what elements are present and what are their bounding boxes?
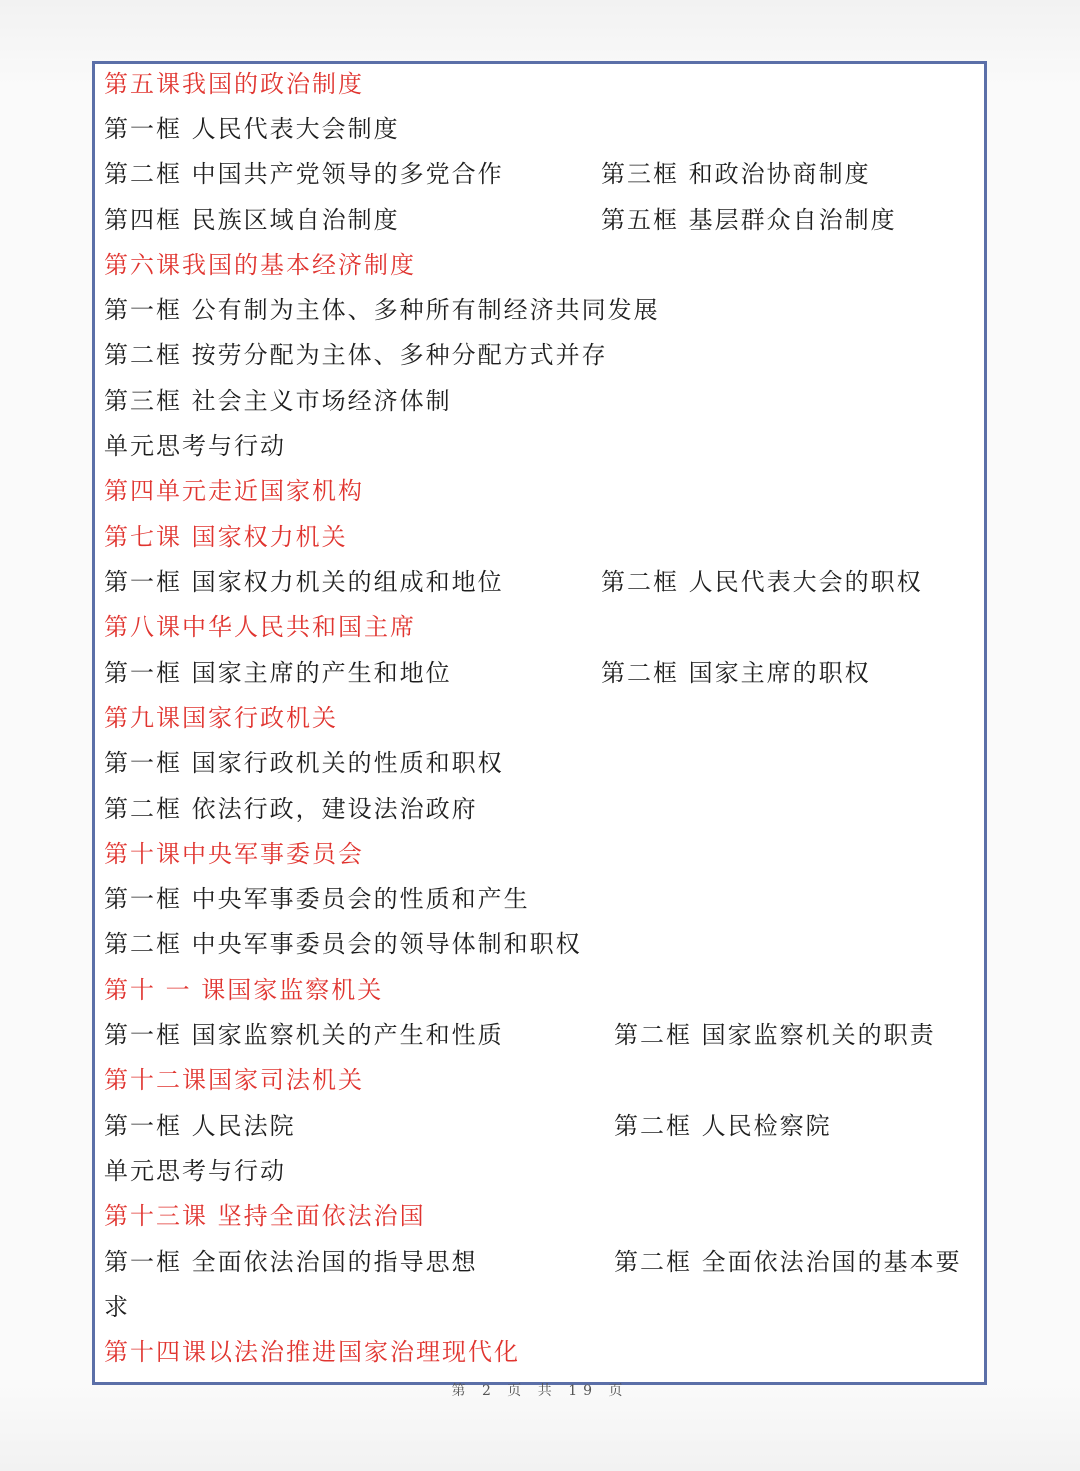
lesson-heading: 第十四课以法治推进国家治理现代化 xyxy=(104,1338,520,1366)
section-item: 第三框 和政治协商制度 xyxy=(601,160,871,188)
lesson-heading: 第十二课国家司法机关 xyxy=(104,1066,364,1094)
section-item: 第一框 公有制为主体、多种所有制经济共同发展 xyxy=(104,296,660,324)
section-item: 第一框 国家主席的产生和地位 xyxy=(104,659,452,687)
section-item: 第一框 中央军事委员会的性质和产生 xyxy=(104,885,530,913)
lesson-heading: 第六课我国的基本经济制度 xyxy=(104,251,416,279)
section-item: 第一框 国家行政机关的性质和职权 xyxy=(104,749,504,777)
lesson-heading: 第八课中华人民共和国主席 xyxy=(104,613,416,641)
section-item: 第二框 全面依法治国的基本要 xyxy=(614,1248,962,1276)
section-item: 第一框 人民代表大会制度 xyxy=(104,115,400,143)
section-item: 第二框 国家监察机关的职责 xyxy=(614,1021,936,1049)
page-number: 第 2 页 共 19 页 xyxy=(451,1383,629,1399)
section-item: 第五框 基层群众自治制度 xyxy=(601,206,897,234)
section-item: 第二框 人民检察院 xyxy=(614,1112,832,1140)
section-item: 第二框 中国共产党领导的多党合作 xyxy=(104,160,504,188)
section-item: 第一框 全面依法治国的指导思想 xyxy=(104,1248,478,1276)
lesson-heading: 第七课 国家权力机关 xyxy=(104,523,348,551)
lesson-heading: 第五课我国的政治制度 xyxy=(104,70,364,98)
section-item: 第一框 国家监察机关的产生和性质 xyxy=(104,1021,504,1049)
unit-review-item: 单元思考与行动 xyxy=(104,432,286,460)
lesson-heading: 第十课中央军事委员会 xyxy=(104,840,364,868)
section-item: 第三框 社会主义市场经济体制 xyxy=(104,387,452,415)
section-item: 第四框 民族区域自治制度 xyxy=(104,206,400,234)
unit-heading: 第四单元走近国家机构 xyxy=(104,477,364,505)
section-item: 第二框 按劳分配为主体、多种分配方式并存 xyxy=(104,341,608,369)
lesson-heading: 第十 一 课国家监察机关 xyxy=(104,976,384,1004)
section-item: 第二框 依法行政，建设法治政府 xyxy=(104,795,478,823)
lesson-heading: 第十三课 坚持全面依法治国 xyxy=(104,1202,426,1230)
unit-review-item: 单元思考与行动 xyxy=(104,1157,286,1185)
section-item: 第一框 人民法院 xyxy=(104,1112,296,1140)
section-item: 第二框 国家主席的职权 xyxy=(601,659,871,687)
section-item: 第二框 人民代表大会的职权 xyxy=(601,568,923,596)
section-item-continued: 求 xyxy=(104,1293,130,1321)
section-item: 第一框 国家权力机关的组成和地位 xyxy=(104,568,504,596)
section-item: 第二框 中央军事委员会的领导体制和职权 xyxy=(104,930,582,958)
lesson-heading: 第九课国家行政机关 xyxy=(104,704,338,732)
